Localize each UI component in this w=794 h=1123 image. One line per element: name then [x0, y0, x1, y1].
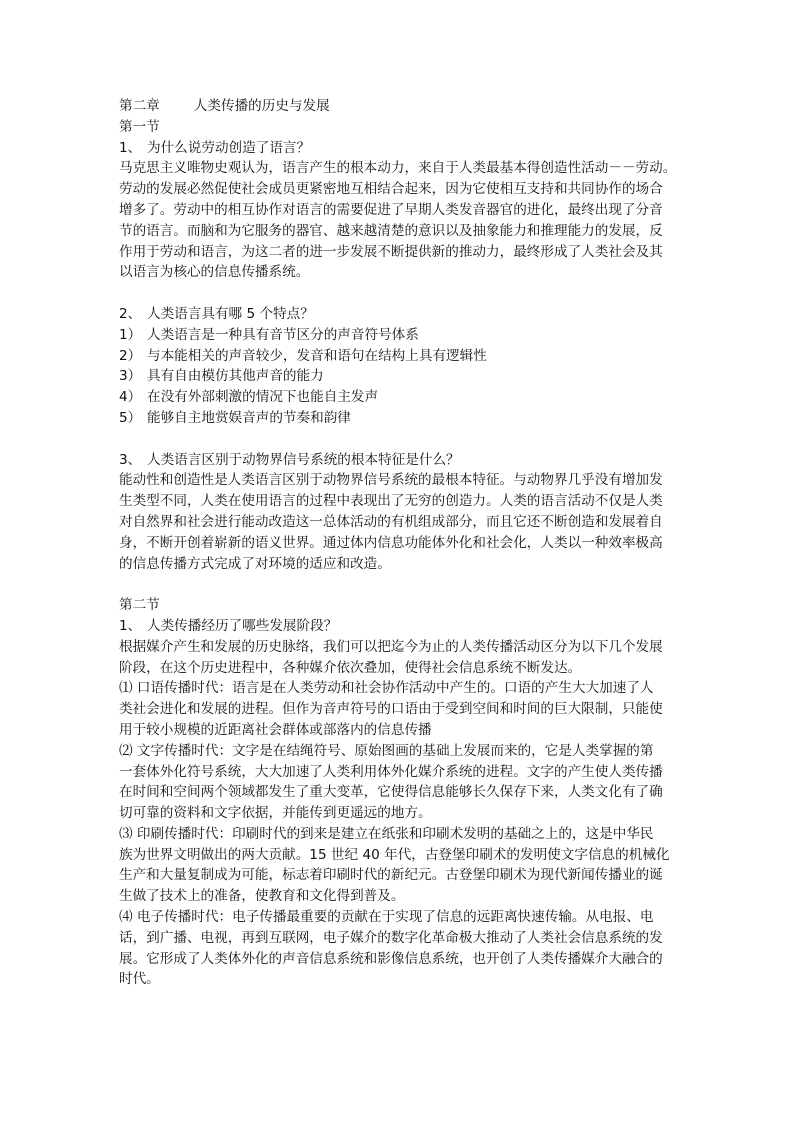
paragraph-line: 作用于劳动和语言，为这二者的进一步发展不断提供新的推动力，最终形成了人类社会及其 — [119, 243, 663, 260]
answer-paragraph — [119, 470, 679, 574]
paragraph-line: 生类型不同，人类在使用语言的过程中表现出了无穷的创造力。人类的语言活动不仅是人类 — [119, 493, 663, 510]
paragraph-line: ⑶ 印刷传播时代：印刷时代的到来是建立在纸张和印刷术发明的基础之上的，这是中华民 — [119, 825, 654, 842]
paragraph-line: ⑵ 文字传播时代：文字是在结绳符号、原始图画的基础上发展而来的，它是人类掌握的第 — [119, 742, 654, 759]
paragraph-line: 类社会进化和发展的进程。但作为音声符号的口语由于受到空间和时间的巨大限制，只能使 — [119, 701, 663, 718]
question-heading — [119, 304, 679, 325]
paragraph-line: 一套体外化符号系统，大大加速了人类利用体外化媒介系统的进程。文字的产生使人类传播 — [119, 763, 663, 780]
paragraph-line: 切可靠的资料和文字依据，并能传到更遥远的地方。 — [119, 805, 432, 822]
question-heading — [119, 450, 679, 471]
list-item — [119, 366, 679, 387]
question-number: 1、 — [119, 617, 142, 634]
list-item-number: 2） — [119, 347, 142, 364]
paragraph-line: 增多了。劳动中的相互协作对语言的需要促进了早期人类发音器官的进化，最终出现了分音 — [119, 201, 663, 218]
paragraph-line: 身，不断开创着崭新的语义世界。通过体内信息功能体外化和社会化，人类以一种效率极高 — [119, 534, 663, 551]
paragraph-line: 劳动的发展必然促使社会成员更紧密地互相结合起来，因为它使相互支持和共同协作的场合 — [119, 181, 663, 198]
list-item-text: 具有自由模仿其他声音的能力 — [147, 368, 324, 385]
chapter-title: 人类传播的历史与发展 — [193, 98, 330, 114]
spacer — [119, 574, 679, 595]
spacer — [119, 429, 679, 450]
stage-paragraph — [119, 678, 679, 740]
list-item-text: 人类语言是一种具有音节区分的声音符号体系 — [147, 326, 419, 343]
paragraph-line: 生产和大量复制成为可能，标志着印刷时代的新纪元。古登堡印刷术为现代新闻传播业的诞 — [119, 867, 663, 884]
paragraph-line: 阶段，在这个历史进程中，各种媒介依次叠加，使得社会信息系统不断发达。 — [119, 659, 582, 676]
paragraph-line: ⑷ 电子传播时代：电子传播最重要的贡献在于实现了信息的远距离快速传输。从电报、电 — [119, 909, 654, 926]
chapter-heading — [119, 96, 679, 117]
list-item-number: 1） — [119, 326, 142, 343]
stage-paragraph — [119, 907, 679, 990]
list-item-text: 与本能相关的声音较少，发音和语句在结构上具有逻辑性 — [147, 347, 487, 364]
stage-paragraph — [119, 741, 679, 824]
chapter-label: 第二章 — [119, 98, 160, 114]
paragraph-line: 对自然界和社会进行能动改造这一总体活动的有机组成部分，而且它还不断创造和发展着自 — [119, 513, 663, 530]
list-item — [119, 408, 679, 429]
stage-paragraph — [119, 824, 679, 907]
section-heading: 第一节 — [119, 118, 160, 135]
paragraph-line: 以语言为核心的信息传播系统。 — [119, 264, 310, 281]
question-text: 人类语言区别于动物界信号系统的根本特征是什么？ — [147, 451, 460, 468]
question-heading — [119, 138, 679, 159]
intro-paragraph — [119, 637, 679, 679]
paragraph-line: 根据媒介产生和发展的历史脉络，我们可以把迄今为止的人类传播活动区分为以下几个发展 — [119, 638, 663, 655]
list-item-number: 3） — [119, 368, 142, 385]
paragraph-line: 生做了技术上的准备，使教育和文化得到普及。 — [119, 888, 405, 905]
paragraph-line: 在时间和空间两个领域都发生了重大变革，它使得信息能够长久保存下来，人类文化有了确 — [119, 784, 663, 801]
spacer — [119, 283, 679, 304]
paragraph-line: 时代。 — [119, 971, 160, 988]
list-item-text: 在没有外部刺激的情况下也能自主发声 — [147, 389, 379, 406]
paragraph-line: 话，到广播、电视，再到互联网，电子媒介的数字化革命极大推动了人类社会信息系统的发 — [119, 929, 663, 946]
paragraph-line: 马克思主义唯物史观认为，语言产生的根本动力，来自于人类最基本得创造性活动－－劳动。 — [119, 160, 677, 177]
paragraph-line: 能动性和创造性是人类语言区别于动物界信号系统的最根本特征。与动物界几乎没有增加发 — [119, 472, 663, 489]
list-item — [119, 387, 679, 408]
paragraph-line: 节的语言。而脑和为它服务的器官、越来越清楚的意识以及抽象能力和推理能力的发展，反 — [119, 222, 663, 239]
list-item-number: 4） — [119, 389, 142, 406]
paragraph-line: 族为世界文明做出的两大贡献。15 世纪 40 年代，古登堡印刷术的发明使文字信息的机械化 — [119, 846, 670, 863]
document-page — [119, 96, 679, 990]
question-text: 人类语言具有哪 5 个特点？ — [147, 305, 314, 322]
question-number: 2、 — [119, 305, 142, 322]
list-item — [119, 325, 679, 346]
list-item-number: 5） — [119, 409, 142, 426]
question-number: 1、 — [119, 139, 142, 156]
question-text: 为什么说劳动创造了语言？ — [147, 139, 311, 156]
question-text: 人类传播经历了哪些发展阶段？ — [147, 617, 338, 634]
paragraph-line: 的信息传播方式完成了对环境的适应和改造。 — [119, 555, 391, 572]
paragraph-line: 用于较小规模的近距离社会群体或部落内的信息传播 — [119, 721, 432, 738]
list-item-text: 能够自主地赏娱音声的节奏和韵律 — [147, 409, 351, 426]
paragraph-line: 展。它形成了人类体外化的声音信息系统和影像信息系统，也开创了人类传播媒介大融合的 — [119, 950, 663, 967]
question-heading — [119, 616, 679, 637]
answer-paragraph — [119, 158, 679, 283]
paragraph-line: ⑴ 口语传播时代：语言是在人类劳动和社会协作活动中产生的。口语的产生大大加速了人 — [119, 680, 654, 697]
question-number: 3、 — [119, 451, 142, 468]
list-item — [119, 346, 679, 367]
section-heading: 第二节 — [119, 597, 160, 614]
